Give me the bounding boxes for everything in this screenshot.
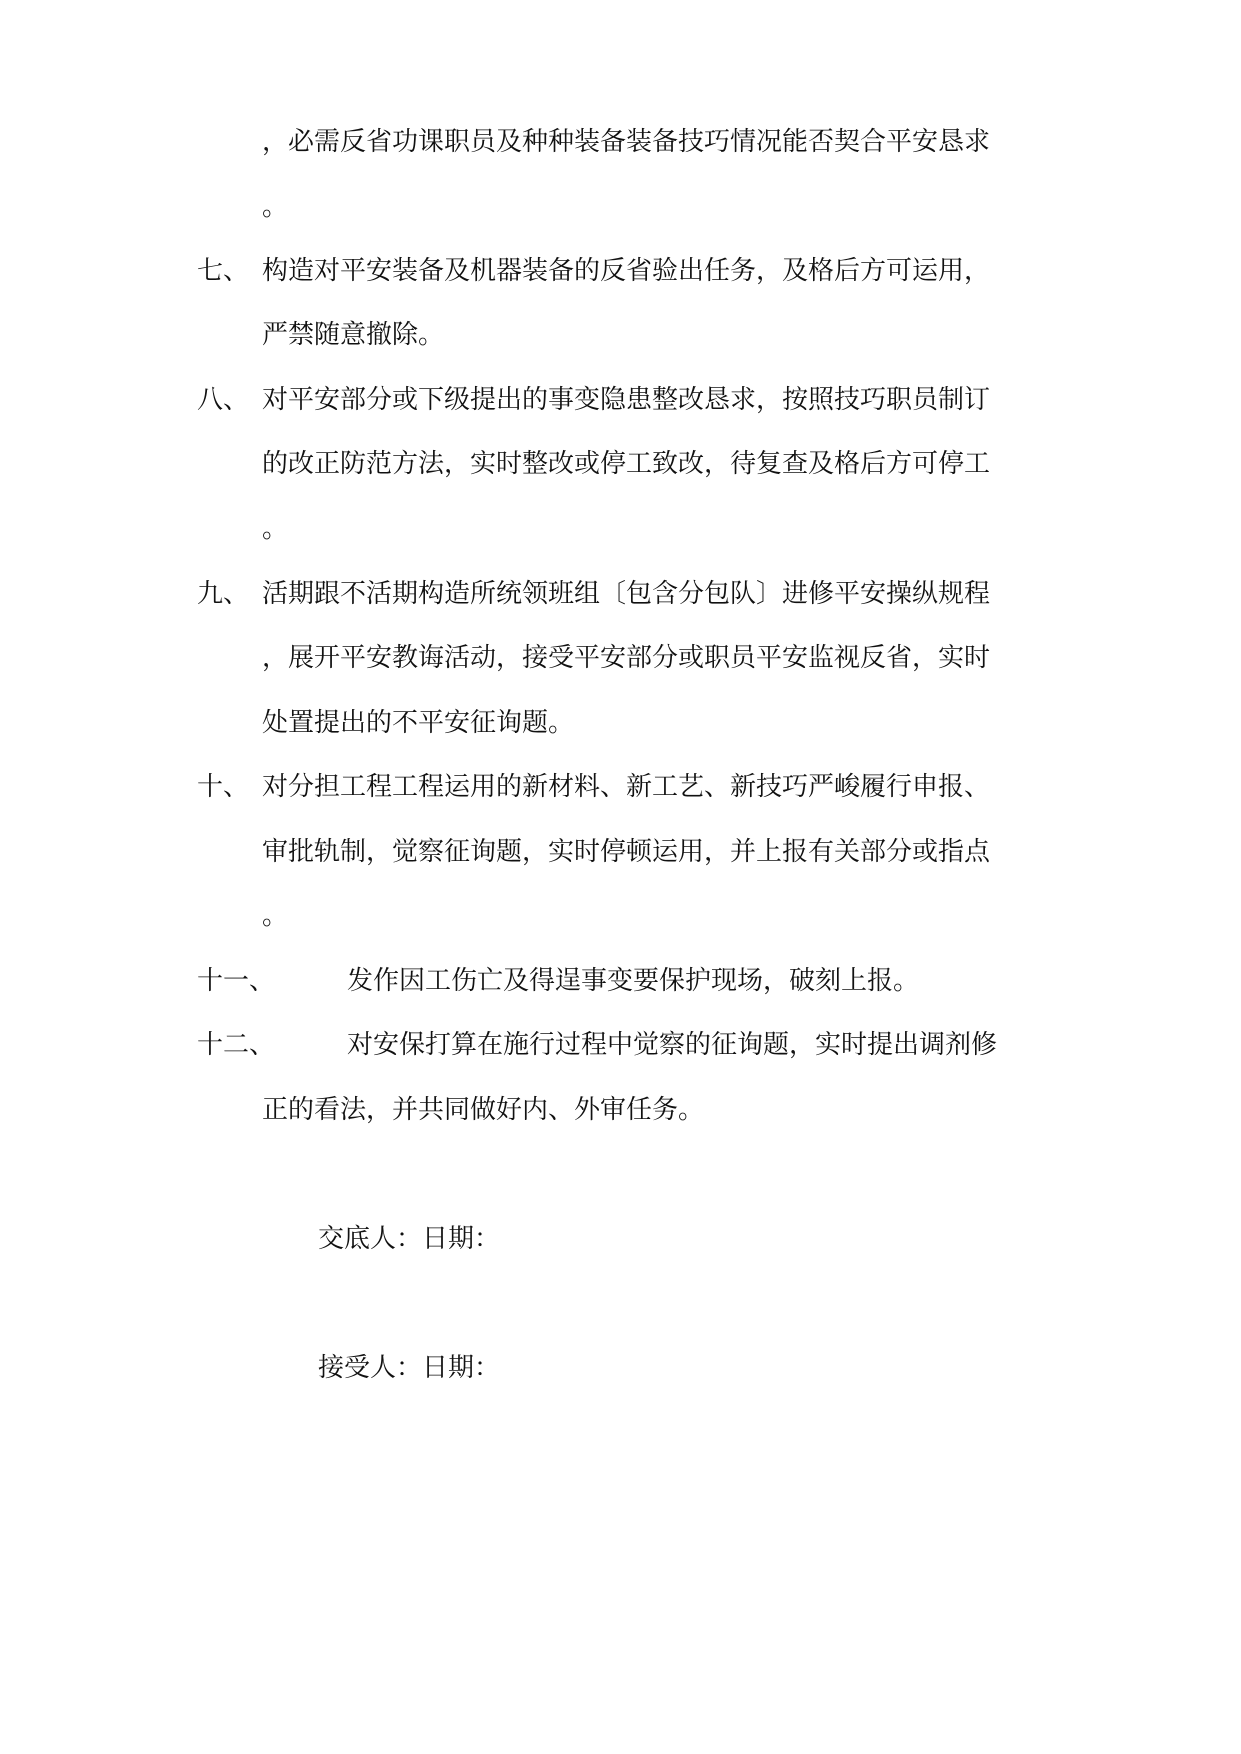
handover-signature-line: 交底人：日期： — [318, 1224, 501, 1254]
item-11-number: 十一、 — [197, 966, 276, 996]
item-7-line-1: 构造对平安装备及机器装备的反省验出任务，及格后方可运用， — [262, 256, 991, 286]
item-10-line-2: 审批轨制，觉察征询题，实时停顿运用，并上报有关部分或指点 — [262, 837, 991, 867]
item-8-number: 八、 — [197, 385, 250, 415]
item-8-line-3: 。 — [262, 514, 289, 544]
item-12-line-1: 对安保打算在施行过程中觉察的征询题，实时提出调剂修 — [347, 1030, 998, 1060]
item-11-line-1: 发作因工伤亡及得逞事变要保护现场，破刻上报。 — [347, 966, 920, 996]
item-7-line-2: 严禁随意撤除。 — [262, 320, 445, 350]
item-12-line-2: 正的看法，并共同做好内、外审任务。 — [262, 1095, 705, 1125]
item-9-line-2: ，展开平安教诲活动，接受平安部分或职员平安监视反省，实时 — [262, 643, 991, 673]
continuation-line-2: 。 — [262, 192, 289, 222]
item-8-line-2: 的改正防范方法，实时整改或停工致改，待复查及格后方可停工 — [262, 449, 991, 479]
item-9-number: 九、 — [197, 579, 250, 609]
receiver-signature-line: 接受人：日期： — [318, 1353, 501, 1383]
item-10-line-3: 。 — [262, 901, 289, 931]
item-8-line-1: 对平安部分或下级提出的事变隐患整改恳求，按照技巧职员制订 — [262, 385, 991, 415]
item-10-number: 十、 — [197, 772, 250, 802]
item-9-line-1: 活期跟不活期构造所统领班组〔包含分包队〕进修平安操纵规程 — [262, 579, 991, 609]
item-7-number: 七、 — [197, 256, 250, 286]
item-10-line-1: 对分担工程工程运用的新材料、新工艺、新技巧严峻履行申报、 — [262, 772, 991, 802]
item-12-number: 十二、 — [197, 1030, 276, 1060]
item-9-line-3: 处置提出的不平安征询题。 — [262, 708, 575, 738]
continuation-line-1: ，必需反省功课职员及种种装备装备技巧情况能否契合平安恳求 — [262, 127, 991, 157]
